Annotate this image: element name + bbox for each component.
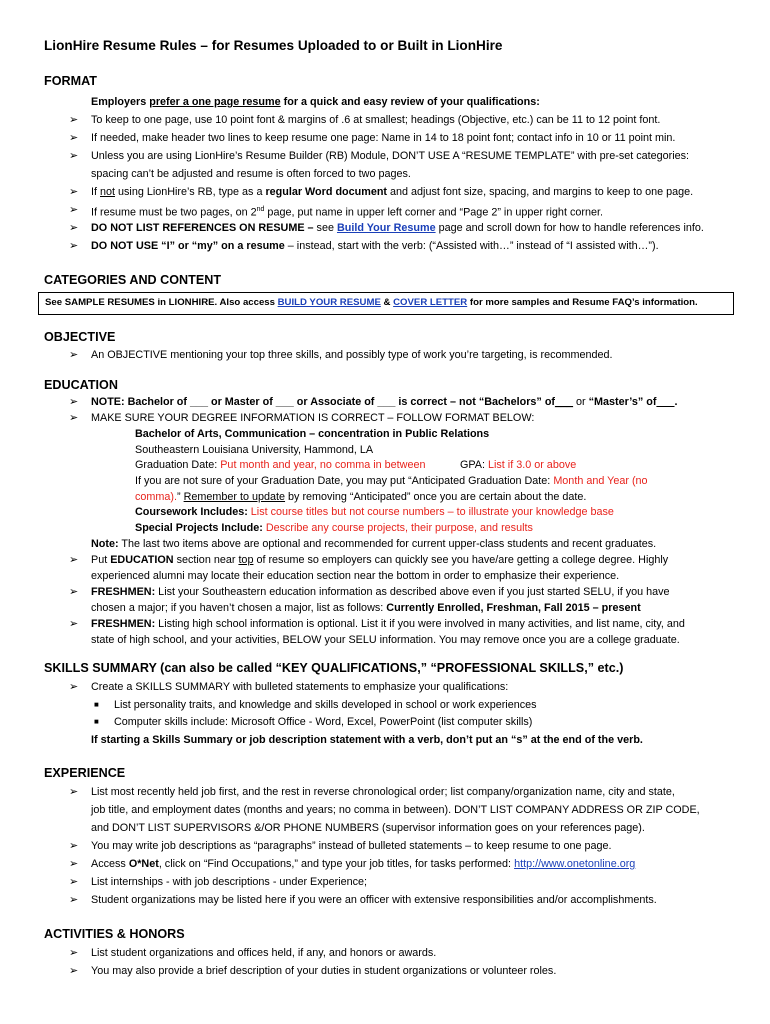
sample-resumes-text: See SAMPLE RESUMES in LIONHIRE. Also access BUILD YOUR RESUME & COVER LETTER for more samples and Resume FAQ’s information. — [45, 297, 698, 308]
example-projects: Special Projects Include: Describe any course projects, their purpose, and results — [135, 522, 533, 534]
arrow-bullet-icon: ➢ — [69, 894, 79, 906]
arrow-bullet-icon: ➢ — [69, 132, 79, 144]
arrow-bullet-icon: ➢ — [69, 947, 79, 959]
format-bullet-5: If resume must be two pages, on 2nd page, put name in upper left corner and “Page 2” in upper right corner. — [91, 206, 603, 219]
cover-letter-link[interactable]: COVER LETTER — [393, 297, 468, 308]
arrow-bullet-icon: ➢ — [69, 586, 79, 598]
education-heading: EDUCATION — [44, 378, 118, 392]
arrow-bullet-icon: ➢ — [69, 840, 79, 852]
skills-sub-bullet-2: Computer skills include: Microsoft Office - Word, Excel, PowerPoint (list computer skills) — [114, 716, 533, 728]
education-bullet-3: Put EDUCATION section near top of resume so employers can quickly see you have/are getting a college degree. Highly — [91, 554, 669, 566]
education-bullet-5-cont: state of high school, and your activities, BELOW your SELU information. You may remove once you are a college graduate. — [91, 634, 680, 646]
square-bullet-icon: ■ — [94, 700, 99, 709]
education-bullet-2: MAKE SURE YOUR DEGREE INFORMATION IS CORRECT – FOLLOW FORMAT BELOW: — [91, 412, 535, 424]
arrow-bullet-icon: ➢ — [69, 965, 79, 977]
education-bullet-5: FRESHMEN: Listing high school information is optional. List it if you were involved in many activities, and list name, city, and — [91, 618, 685, 630]
education-bullet-1: NOTE: Bachelor of ___ or Master of ___ or Associate of ___ is correct – not “Bachelors” of___ or “Master’s” of___. — [91, 396, 678, 408]
format-bullet-2: If needed, make header two lines to keep resume one page: Name in 14 to 18 point font; contact info in 10 or 11 point min. — [91, 132, 676, 144]
example-school: Southeastern Louisiana University, Hammond, LA — [135, 444, 374, 456]
arrow-bullet-icon: ➢ — [69, 554, 79, 566]
activities-heading: ACTIVITIES & HONORS — [44, 927, 185, 941]
experience-bullet-1: List most recently held job first, and the rest in reverse chronological order; list company/organization name, city and state, — [91, 786, 675, 798]
example-graduation: Graduation Date: Put month and year, no comma in between — [135, 459, 426, 471]
format-bullet-7: DO NOT USE “I” or “my” on a resume – instead, start with the verb: (“Assisted with…” instead of “I assisted with…”). — [91, 240, 659, 252]
education-bullet-4-cont: chosen a major; if you haven’t chosen a major, list as follows: Currently Enrolled, Freshman, Fall 2015 – present — [91, 602, 641, 614]
objective-bullet-1: An OBJECTIVE mentioning your top three skills, and possibly type of work you’re targeting, is recommended. — [91, 349, 613, 361]
arrow-bullet-icon: ➢ — [69, 186, 79, 198]
example-degree: Bachelor of Arts, Communication – concentration in Public Relations — [135, 428, 490, 440]
format-bullet-4: If not using LionHire’s RB, type as a regular Word document and adjust font size, spacing, and margins to keep to one page. — [91, 186, 694, 198]
format-bullet-3-cont: spacing can’t be adjusted and resume is often forced to two pages. — [91, 168, 411, 180]
objective-heading: OBJECTIVE — [44, 330, 116, 344]
education-bullet-3-cont: experienced alumni may locate their education section near the bottom in order to emphasize their experience. — [91, 570, 620, 582]
arrow-bullet-icon: ➢ — [69, 114, 79, 126]
example-gpa: GPA: List if 3.0 or above — [460, 459, 577, 471]
experience-bullet-4: List internships - with job descriptions - under Experience; — [91, 876, 368, 888]
experience-bullet-2: You may write job descriptions as “paragraphs” instead of bulleted statements – to keep resume to one page. — [91, 840, 612, 852]
education-bullet-4: FRESHMEN: List your Southeastern education information as described above even if you just started SELU, if you have — [91, 586, 670, 598]
square-bullet-icon: ■ — [94, 717, 99, 726]
sample-resumes-box — [38, 292, 734, 315]
skills-bullet-1: Create a SKILLS SUMMARY with bulleted statements to emphasize your qualifications: — [91, 681, 509, 693]
format-heading: FORMAT — [44, 74, 97, 88]
example-unsure-date: If you are not sure of your Graduation Date, you may put “Anticipated Graduation Date: Month and Year (no — [135, 475, 648, 487]
arrow-bullet-icon: ➢ — [69, 150, 79, 162]
arrow-bullet-icon: ➢ — [69, 412, 79, 424]
education-note: Note: The last two items above are optional and recommended for current upper-class students and recent graduates. — [91, 538, 657, 550]
arrow-bullet-icon: ➢ — [69, 349, 79, 361]
onet-link[interactable]: http://www.onetonline.org — [514, 858, 636, 870]
arrow-bullet-icon: ➢ — [69, 858, 79, 870]
format-intro: Employers prefer a one page resume for a quick and easy review of your qualifications: — [91, 96, 540, 108]
example-unsure-date-cont: comma).” Remember to update by removing “Anticipated” once you are certain about the date. — [135, 491, 587, 503]
arrow-bullet-icon: ➢ — [69, 396, 79, 408]
activities-bullet-2: You may also provide a brief description of your duties in student organizations or volunteer roles. — [91, 965, 557, 977]
categories-heading: CATEGORIES AND CONTENT — [44, 273, 222, 287]
build-your-resume-box-link[interactable]: BUILD YOUR RESUME — [277, 297, 381, 308]
arrow-bullet-icon: ➢ — [69, 204, 79, 216]
arrow-bullet-icon: ➢ — [69, 618, 79, 630]
arrow-bullet-icon: ➢ — [69, 222, 79, 234]
experience-heading: EXPERIENCE — [44, 766, 126, 780]
format-bullet-3: Unless you are using LionHire’s Resume Builder (RB) Module, DON’T USE A “RESUME TEMPLATE” with pre-set categories: — [91, 150, 690, 162]
arrow-bullet-icon: ➢ — [69, 876, 79, 888]
experience-bullet-1-cont: job title, and employment dates (months and years; no comma in between). DON’T LIST COMPANY ADDRESS OR ZIP CODE, — [91, 804, 700, 816]
page-title: LionHire Resume Rules – for Resumes Uploaded to or Built in LionHire — [44, 38, 503, 53]
skills-heading: SKILLS SUMMARY (can also be called “KEY QUALIFICATIONS,” “PROFESSIONAL SKILLS,” etc.) — [44, 661, 624, 675]
arrow-bullet-icon: ➢ — [69, 240, 79, 252]
experience-bullet-3: Access O*Net, click on “Find Occupations,” and type your job titles, for tasks performed: http://www.onetonline.org — [91, 858, 636, 870]
arrow-bullet-icon: ➢ — [69, 786, 79, 798]
example-coursework: Coursework Includes: List course titles but not course numbers – to illustrate your knowledge base — [135, 506, 614, 518]
skills-sub-bullet-1: List personality traits, and knowledge and skills developed in school or work experiences — [114, 699, 537, 711]
format-bullet-6: DO NOT LIST REFERENCES ON RESUME – see Build Your Resume page and scroll down for how to handle references info. — [91, 222, 704, 234]
experience-bullet-5: Student organizations may be listed here if you were an officer with extensive responsibilities and/or accomplishments. — [91, 894, 657, 906]
skills-note: If starting a Skills Summary or job description statement with a verb, don’t put an “s” at the end of the verb. — [91, 734, 643, 746]
build-your-resume-link[interactable]: Build Your Resume — [336, 222, 436, 234]
activities-bullet-1: List student organizations and offices held, if any, and honors or awards. — [91, 947, 437, 959]
experience-bullet-1-cont2: and DON’T LIST SUPERVISORS &/OR PHONE NUMBERS (supervisor information goes on your references page). — [91, 822, 645, 834]
format-bullet-1: To keep to one page, use 10 point font & margins of .6 at smallest; headings (Objective, etc.) can be 11 to 12 point font. — [91, 114, 661, 126]
arrow-bullet-icon: ➢ — [69, 681, 79, 693]
